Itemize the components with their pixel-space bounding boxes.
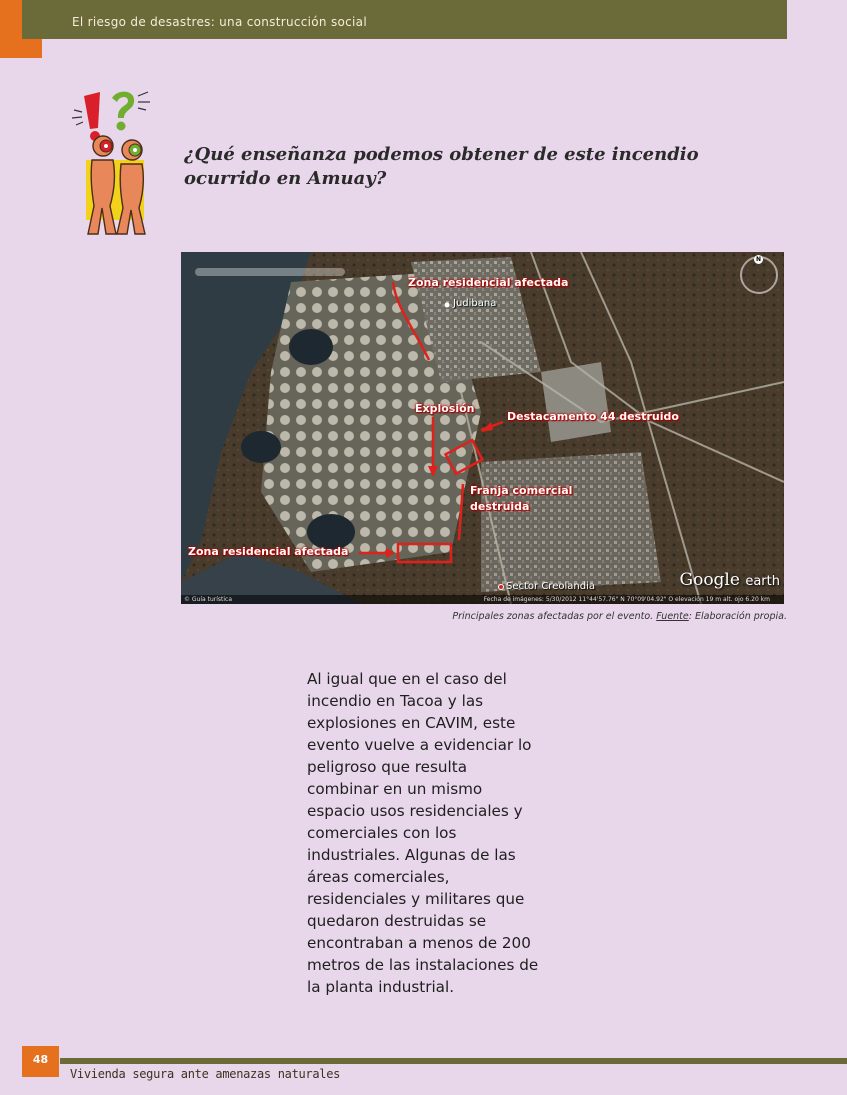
label-franja-comercial: Franja comercial destruida	[470, 484, 573, 513]
map-caption: Principales zonas afectadas por el evento. Fuente: Elaboración propia.	[452, 611, 787, 622]
label-destacamento: Destacamento 44 destruido	[507, 410, 679, 423]
label-explosion: Explosión	[415, 402, 475, 415]
place-judibana: Judibana	[453, 298, 497, 309]
google-earth-logo: Google earth	[679, 570, 780, 590]
label-zona-residencial-top: Zona residencial afectada	[408, 276, 569, 289]
header-bar	[22, 0, 787, 39]
footer-title: Vivienda segura ante amenazas naturales	[70, 1067, 341, 1081]
header-title: El riesgo de desastres: una construcción social	[72, 15, 367, 29]
body-paragraph: Al igual que en el caso del incendio en Tacoa y las explosiones en CAVIM, este evento vuelve a evidenciar lo peligroso que resulta combinar en un mismo espacio usos residenciales y comerciales con los industriales. Algunas de las áreas comerciales, residenciales y militares que quedaron destruidas se encontraban a menos de 200 metros de las instalaciones de la planta industrial.	[307, 670, 539, 996]
place-sector-creolandia: Sector Creolandia	[506, 581, 595, 592]
question-heading: ¿Qué enseñanza podemos obtener de este incendio ocurrido en Amuay?	[184, 144, 699, 189]
compass-icon: N	[740, 256, 778, 294]
footer-rule	[60, 1058, 847, 1064]
satellite-map-image	[181, 252, 784, 604]
map-zoom-slider	[195, 268, 345, 276]
page-number: 48	[22, 1046, 59, 1077]
question-figures-icon	[70, 88, 160, 238]
label-zona-residencial-bottom: Zona residencial afectada	[188, 545, 349, 558]
map-credits: © Guía turística Fecha de imágenes: 5/30/2012 11°44'57.76" N 70°09'04.92" O elevación 19 m alt. ojo 6.20 km	[181, 595, 784, 604]
